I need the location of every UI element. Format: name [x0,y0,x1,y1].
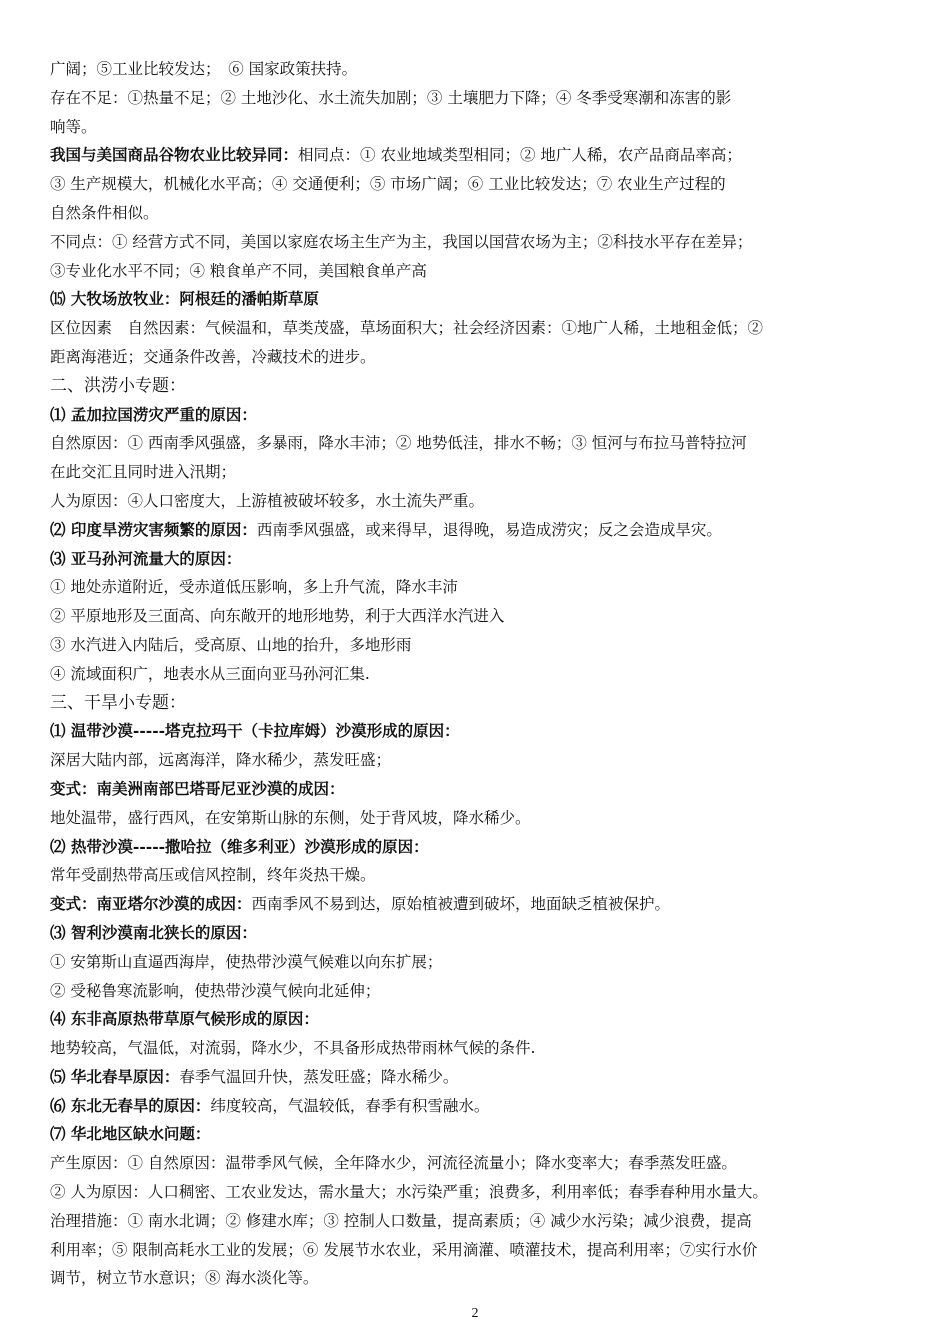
text-line: ① 安第斯山直逼西海岸，使热带沙漠气候难以向东扩展； [50,952,443,971]
subheading: ⑷ 东非高原热带草原气候形成的原因： [50,1009,319,1029]
text-line: 治理措施：① 南水北调；② 修建水库；③ 控制人口数量，提高素质；④ 减少水污染；减少浪费，提高 [50,1211,752,1230]
text-line: ② 平原地形及三面高、向东敞开的地形地势，利于大西洋水汽进入 [50,607,505,626]
text-line: ① 地处赤道附近，受赤道低压影响，多上升气流，降水丰沛 [50,578,458,597]
subheading: ⒂ 大牧场放牧业：阿根廷的潘帕斯草原 [50,289,319,309]
bold-lead: ⑸ 华北春旱原因： [50,1066,180,1086]
subheading: ⑺ 华北地区缺水问题： [50,1124,211,1144]
text-line: 自然原因：① 西南季风强盛，多暴雨，降水丰沛；② 地势低洼，排水不畅；③ 恒河与布拉马普特拉河 [50,434,747,453]
text-line: 我国与美国商品谷物农业比较异同：相同点：① 农业地域类型相同；② 地广人稀，农产品商品率高； [50,145,742,165]
text-line: 调节，树立节水意识；⑧ 海水淡化等。 [50,1269,319,1288]
section-heading: 二、洪涝小专题： [50,375,186,396]
section-heading: 三、干旱小专题： [50,692,186,713]
text-line: ⑸ 华北春旱原因：春季气温回升快，蒸发旺盛；降水稀少。 [50,1066,459,1086]
text-line: 存在不足：①热量不足；② 土地沙化、水土流失加剧；③ 土壤肥力下降；④ 冬季受寒潮和冻害的影 [50,88,732,107]
text-line: ③ 生产规模大，机械化水平高；④ 交通便利；⑤ 市场广阔；⑥ 工业比较发达；⑦ 农业生产过程的 [50,175,726,194]
text-line: 广阔；⑤工业比较发达； ⑥ 国家政策扶持。 [50,60,358,78]
text-line: ⑵ 印度旱涝灾害频繁的原因：西南季风强盛，或来得早，退得晚，易造成涝灾；反之会造成旱灾。 [50,519,722,539]
subheading: 变式：南美洲南部巴塔哥尼亚沙漠的成因： [50,778,345,798]
text-line: 自然条件相似。 [50,203,159,222]
text-line: 距离海港近；交通条件改善，冷藏技术的进步。 [50,347,376,366]
text-line: 地势较高，气温低，对流弱，降水少，不具备形成热带雨林气候的条件. [50,1039,536,1058]
text-line: ④ 流域面积广，地表水从三面向亚马孙河汇集. [50,664,370,683]
text-line: 区位因素 自然因素：气候温和，草类茂盛，草场面积大；社会经济因素：①地广人稀，土地租金低；② [50,319,764,338]
bold-lead: 变式：南亚塔尔沙漠的成因： [50,894,252,914]
text-line: 利用率；⑤ 限制高耗水工业的发展；⑥ 发展节水农业，采用滴灌、喷灌技术，提高利用率；⑦实行水价 [50,1240,758,1259]
bold-lead: ⑹ 东北无春旱的原因： [50,1095,211,1115]
text-line: 变式：南亚塔尔沙漠的成因：西南季风不易到达，原始植被遭到破坏，地面缺乏植被保护。 [50,894,671,914]
subheading: ⑴ 孟加拉国涝灾严重的原因： [50,404,257,424]
text-line: ③专业化水平不同；④ 粮食单产不同，美国粮食单产高 [50,261,427,280]
text-line: 在此交汇且同时进入汛期； [50,463,237,482]
document-body [50,55,904,1293]
text-line: 深居大陆内部，远离海洋，降水稀少，蒸发旺盛； [50,751,392,770]
text-line: 地处温带，盛行西风，在安第斯山脉的东侧，处于背风坡，降水稀少。 [50,808,531,827]
bold-lead: 我国与美国商品谷物农业比较异同： [50,145,299,165]
text-line: 产生原因：① 自然原因：温带季风气候，全年降水少，河流径流量小；降水变率大；春季蒸发旺盛。 [50,1154,737,1173]
subheading: ⑶ 智利沙漠南北狭长的原因： [50,922,257,942]
subheading: ⑵ 热带沙漠-----撒哈拉（维多利亚）沙漠形成的原因： [50,836,429,856]
subheading: ⑶ 亚马孙河流量大的原因： [50,548,242,568]
text-line: 常年受副热带高压或信风控制，终年炎热干燥。 [50,866,376,885]
text-line: ③ 水汽进入内陆后，受高原、山地的抬升，多地形雨 [50,635,412,654]
text-line: 响等。 [50,117,97,136]
text-line: 人为原因：④人口密度大，上游植被破坏较多，水土流失严重。 [50,491,485,510]
subheading: ⑴ 温带沙漠-----塔克拉玛干（卡拉库姆）沙漠形成的原因： [50,721,460,741]
bold-lead: ⑵ 印度旱涝灾害频繁的原因： [50,519,257,539]
page-number: 2 [471,1306,479,1321]
text-line: 不同点：① 经营方式不同，美国以家庭农场主生产为主，我国以国营农场为主；②科技水平存在差异； [50,232,753,251]
text-line: ⑹ 东北无春旱的原因：纬度较高，气温较低，春季有积雪融水。 [50,1095,490,1115]
text-line: ② 受秘鲁寒流影响，使热带沙漠气候向北延伸； [50,981,381,1000]
text-line: ② 人为原因：人口稠密、工农业发达，需水量大；水污染严重；浪费多，利用率低；春季春种用水量大。 [50,1183,768,1202]
